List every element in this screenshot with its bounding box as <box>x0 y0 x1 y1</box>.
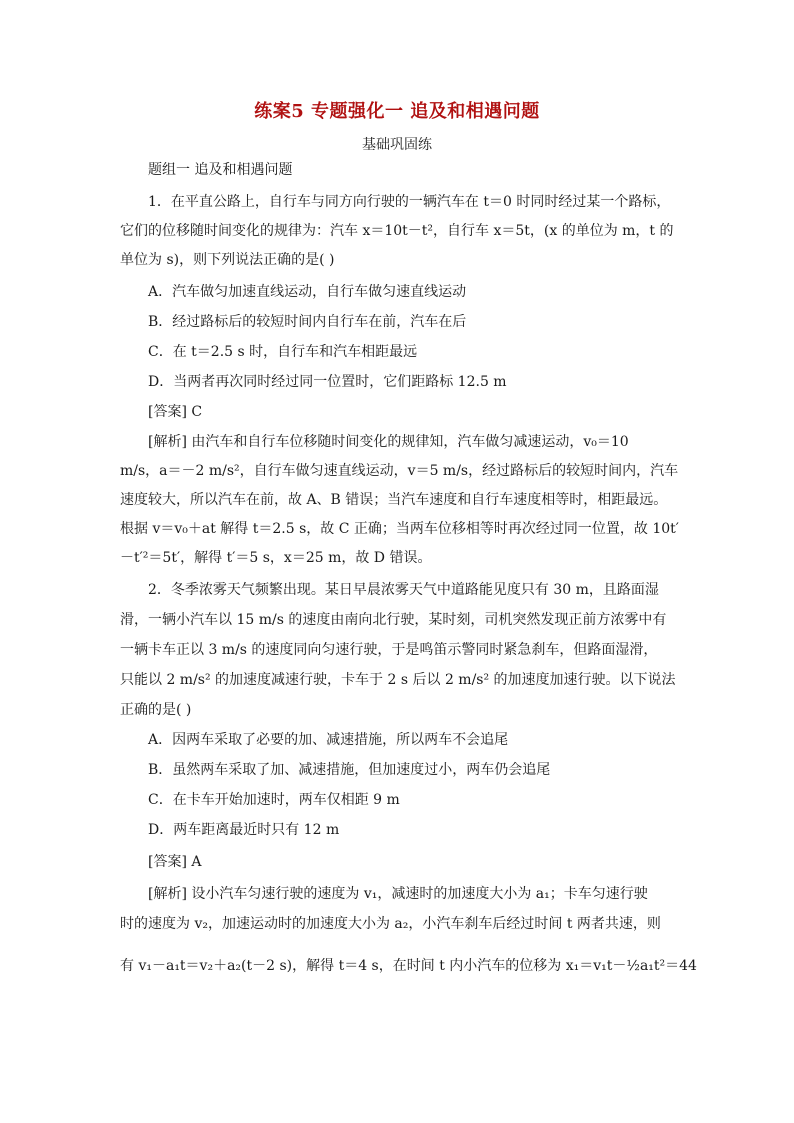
q2-analysis-line: [解析] 设小汽车匀速行驶的速度为 v₁，减速时的加速度大小为 a₁；卡车匀速行驶 <box>148 886 648 902</box>
q1-analysis-line: m/s，a＝－2 m/s²，自行车做匀速直线运动，v＝5 m/s，经过路标后的较短时间内，汽车 <box>120 463 679 479</box>
q1-analysis-line: 根据 v＝v₀＋at 解得 t＝2.5 s，故 C 正确；当两车位移相等时再次经过同一位置，故 10t′ <box>120 521 679 537</box>
q2-option-a: A．因两车采取了必要的加、减速措施，所以两车不会追尾 <box>148 732 509 748</box>
q1-option-b: B．经过路标后的较短时间内自行车在前，汽车在后 <box>148 314 467 330</box>
q2-text-line: 正确的是( ) <box>120 702 192 718</box>
section-subtitle: 基础巩固练 <box>362 137 432 153</box>
q1-option-d: D．当两者再次同时经过同一位置时，它们距路标 12.5 m <box>148 374 507 390</box>
q2-text-line: 只能以 2 m/s² 的加速度减速行驶，卡车于 2 s 后以 2 m/s² 的加速度加速行驶。以下说法 <box>120 672 676 688</box>
q2-text-line: 2．冬季浓雾天气频繁出现。某日早晨浓雾天气中道路能见度只有 30 m，且路面湿 <box>148 582 659 598</box>
q1-option-a: A．汽车做匀加速直线运动，自行车做匀速直线运动 <box>148 284 467 300</box>
q1-analysis-line: －t′²＝5t′，解得 t′＝5 s，x＝25 m，故 D 错误。 <box>120 550 432 566</box>
question-group-title: 题组一 追及和相遇问题 <box>148 162 293 178</box>
q1-answer: [答案] C <box>148 404 203 420</box>
q2-analysis-line: 有 v₁－a₁t＝v₂＋a₂(t－2 s)，解得 t＝4 s，在时间 t 内小汽车的位移为 x₁＝v₁t－½a₁t²＝44 <box>120 958 697 974</box>
q1-text-line: 1．在平直公路上，自行车与同方向行驶的一辆汽车在 t＝0 时同时经过某一个路标， <box>148 194 671 210</box>
q2-option-c: C．在卡车开始加速时，两车仅相距 9 m <box>148 792 400 808</box>
page-title: 练案5 专题强化一 追及和相遇问题 <box>254 101 540 122</box>
q1-text-line: 单位为 s)，则下列说法正确的是( ) <box>120 252 335 268</box>
q2-option-d: D．两车距离最近时只有 12 m <box>148 822 340 838</box>
q1-text-line: 它们的位移随时间变化的规律为：汽车 x＝10t－t²，自行车 x＝5t，(x 的单位为 m，t 的 <box>120 223 674 239</box>
q2-analysis-line: 时的速度为 v₂，加速运动时的加速度大小为 a₂，小汽车刹车后经过时间 t 两者共速，则 <box>120 916 661 932</box>
q2-answer: [答案] A <box>148 854 202 870</box>
q2-text-line: 滑，一辆小汽车以 15 m/s 的速度由南向北行驶，某时刻，司机突然发现正前方浓雾中有 <box>120 612 667 628</box>
q2-text-line: 一辆卡车正以 3 m/s 的速度同向匀速行驶，于是鸣笛示警同时紧急刹车，但路面湿滑， <box>120 642 658 658</box>
q1-analysis-line: 速度较大，所以汽车在前，故 A、B 错误；当汽车速度和自行车速度相等时，相距最远。 <box>120 492 668 508</box>
q1-option-c: C．在 t＝2.5 s 时，自行车和汽车相距最远 <box>148 344 418 360</box>
q2-option-b: B．虽然两车采取了加、减速措施，但加速度过小，两车仍会追尾 <box>148 762 551 778</box>
q1-analysis-line: [解析] 由汽车和自行车位移随时间变化的规律知，汽车做匀减速运动，v₀＝10 <box>148 434 629 450</box>
